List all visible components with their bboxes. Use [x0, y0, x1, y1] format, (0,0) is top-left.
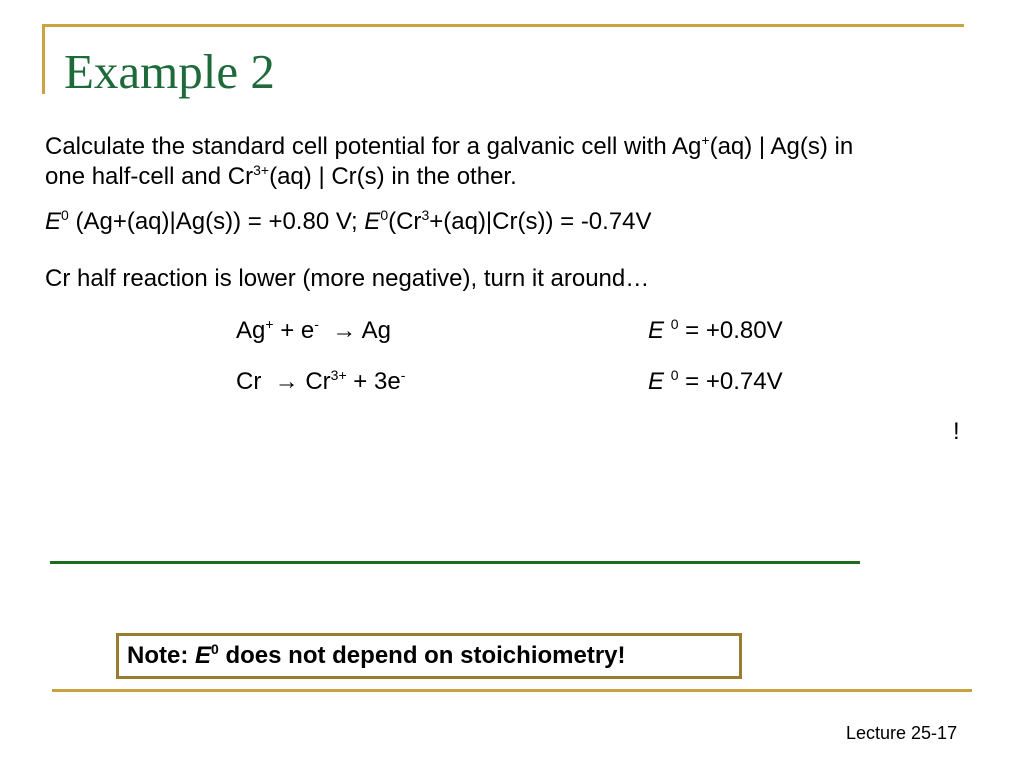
reaction-1-potential — [648, 315, 783, 346]
superscript: - — [314, 316, 319, 332]
potential-text: (Cr — [388, 208, 422, 235]
superscript: 0 — [670, 367, 679, 383]
potential-value: = +0.74V — [678, 368, 783, 395]
answer-underline — [50, 561, 860, 564]
reaction-text: Cr — [305, 368, 331, 395]
potential-text: +(aq)|Cr(s)) = -0.74V — [429, 208, 652, 235]
superscript: + — [265, 316, 274, 332]
reaction-text: + e — [273, 317, 315, 344]
e-symbol: E — [364, 208, 381, 235]
frame-left-rule — [42, 24, 45, 94]
superscript: 3 — [421, 207, 430, 223]
statement-line: Cr half reaction is lower (more negative), turn it around… — [45, 265, 650, 292]
superscript: + — [701, 132, 710, 148]
standard-potentials — [45, 206, 652, 237]
problem-text: one half-cell and Cr — [45, 163, 254, 190]
superscript: 0 — [61, 207, 69, 223]
superscript: 3+ — [253, 162, 270, 178]
problem-line-1 — [45, 131, 853, 162]
reaction-1-equation — [236, 315, 391, 346]
superscript: 0 — [211, 641, 219, 657]
note-box — [116, 633, 742, 679]
note-prefix: Note: — [127, 642, 195, 669]
problem-line-2 — [45, 161, 517, 192]
e-symbol: E — [195, 642, 212, 669]
arrow-right-icon: → — [332, 317, 357, 344]
problem-text: (aq) | Ag(s) in — [709, 133, 854, 160]
problem-text: (aq) | Cr(s) in the other. — [269, 163, 517, 190]
potential-value: = +0.80V — [678, 317, 783, 344]
stray-mark: ! — [953, 418, 960, 445]
superscript: 0 — [670, 316, 679, 332]
e-symbol: E — [648, 368, 665, 395]
arrow-right-icon: → — [274, 368, 299, 395]
reaction-text: Ag — [236, 317, 266, 344]
frame-top-rule — [42, 24, 964, 27]
potential-text: (Ag+(aq)|Ag(s)) = +0.80 V; — [68, 208, 365, 235]
e-symbol: E — [648, 317, 665, 344]
reaction-2-equation — [236, 366, 405, 397]
e-symbol: E — [45, 208, 62, 235]
reaction-text: + 3e — [346, 368, 401, 395]
slide-title: Example 2 — [64, 44, 275, 99]
reaction-2-potential — [648, 366, 783, 397]
superscript: 0 — [380, 207, 389, 223]
reaction-text: Cr — [236, 368, 262, 395]
footer-rule — [52, 689, 972, 692]
problem-text: Calculate the standard cell potential for a galvanic cell with Ag — [45, 133, 702, 160]
reaction-text: Ag — [361, 317, 391, 344]
slide-footer: Lecture 25-17 — [846, 723, 958, 743]
superscript: 3+ — [330, 367, 347, 383]
note-text: does not depend on stoichiometry! — [218, 642, 626, 669]
superscript: - — [400, 367, 406, 383]
